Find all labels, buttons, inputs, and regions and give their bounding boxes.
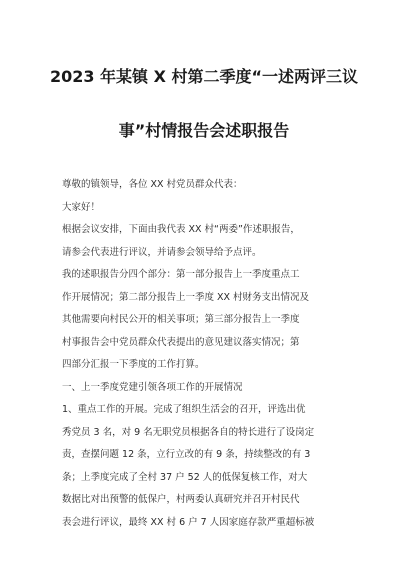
- salutation: 尊敬的镇领导，各位 XX 村党员群众代表：: [62, 179, 243, 190]
- paragraph-line: 四部分汇报一下季度的工作打算。: [62, 359, 205, 370]
- paragraph-line: 我的述职报告分四个部分：第一部分报告上一季度重点工: [62, 269, 300, 280]
- paragraph-line: 1、重点工作的开展。完成了组织生活会的召开，评选出优: [62, 404, 306, 415]
- section-heading: 一、上一季度党建引领各项工作的开展情况: [62, 381, 243, 393]
- paragraph-line: 根据会议安排，下面由我代表 XX 村“两委”作述职报告，: [62, 224, 300, 235]
- greeting: 大家好！: [62, 201, 101, 213]
- document-body: [62, 174, 362, 534]
- paragraph-line: 责，查摆问题 12 条，立行立改的有 9 条，持续整改的有 3: [62, 449, 311, 460]
- document-title-line-1: 2023 年某镇 X 村第二季度“一述两评三议: [49, 67, 359, 86]
- paragraph-line: 作开展情况；第二部分报告上一季度 XX 村财务支出情况及: [62, 291, 310, 303]
- paragraph-line: 村事报告会中党员群众代表提出的意见建议落实情况；第: [62, 336, 300, 348]
- document-title-line-2: 事”村情报告会述职报告: [118, 121, 290, 140]
- paragraph-line: 表会进行评议，最终 XX 村 6 户 7 人因家庭存款严重超标被: [62, 516, 315, 528]
- paragraph-line: 秀党员 3 名，对 9 名无职党员根据各自的特长进行了设岗定: [62, 426, 315, 438]
- paragraph-line: 请参会代表进行评议，并请参会领导给予点评。: [62, 246, 262, 258]
- paragraph-line: 数据比对出预警的低保户，村两委认真研究并召开村民代: [62, 494, 300, 505]
- paragraph-line: 条；上季度完成了全村 37 户 52 人的低保复核工作，对大: [62, 471, 308, 483]
- paragraph-line: 其他需要向村民公开的相关事项；第三部分报告上一季度: [62, 314, 300, 325]
